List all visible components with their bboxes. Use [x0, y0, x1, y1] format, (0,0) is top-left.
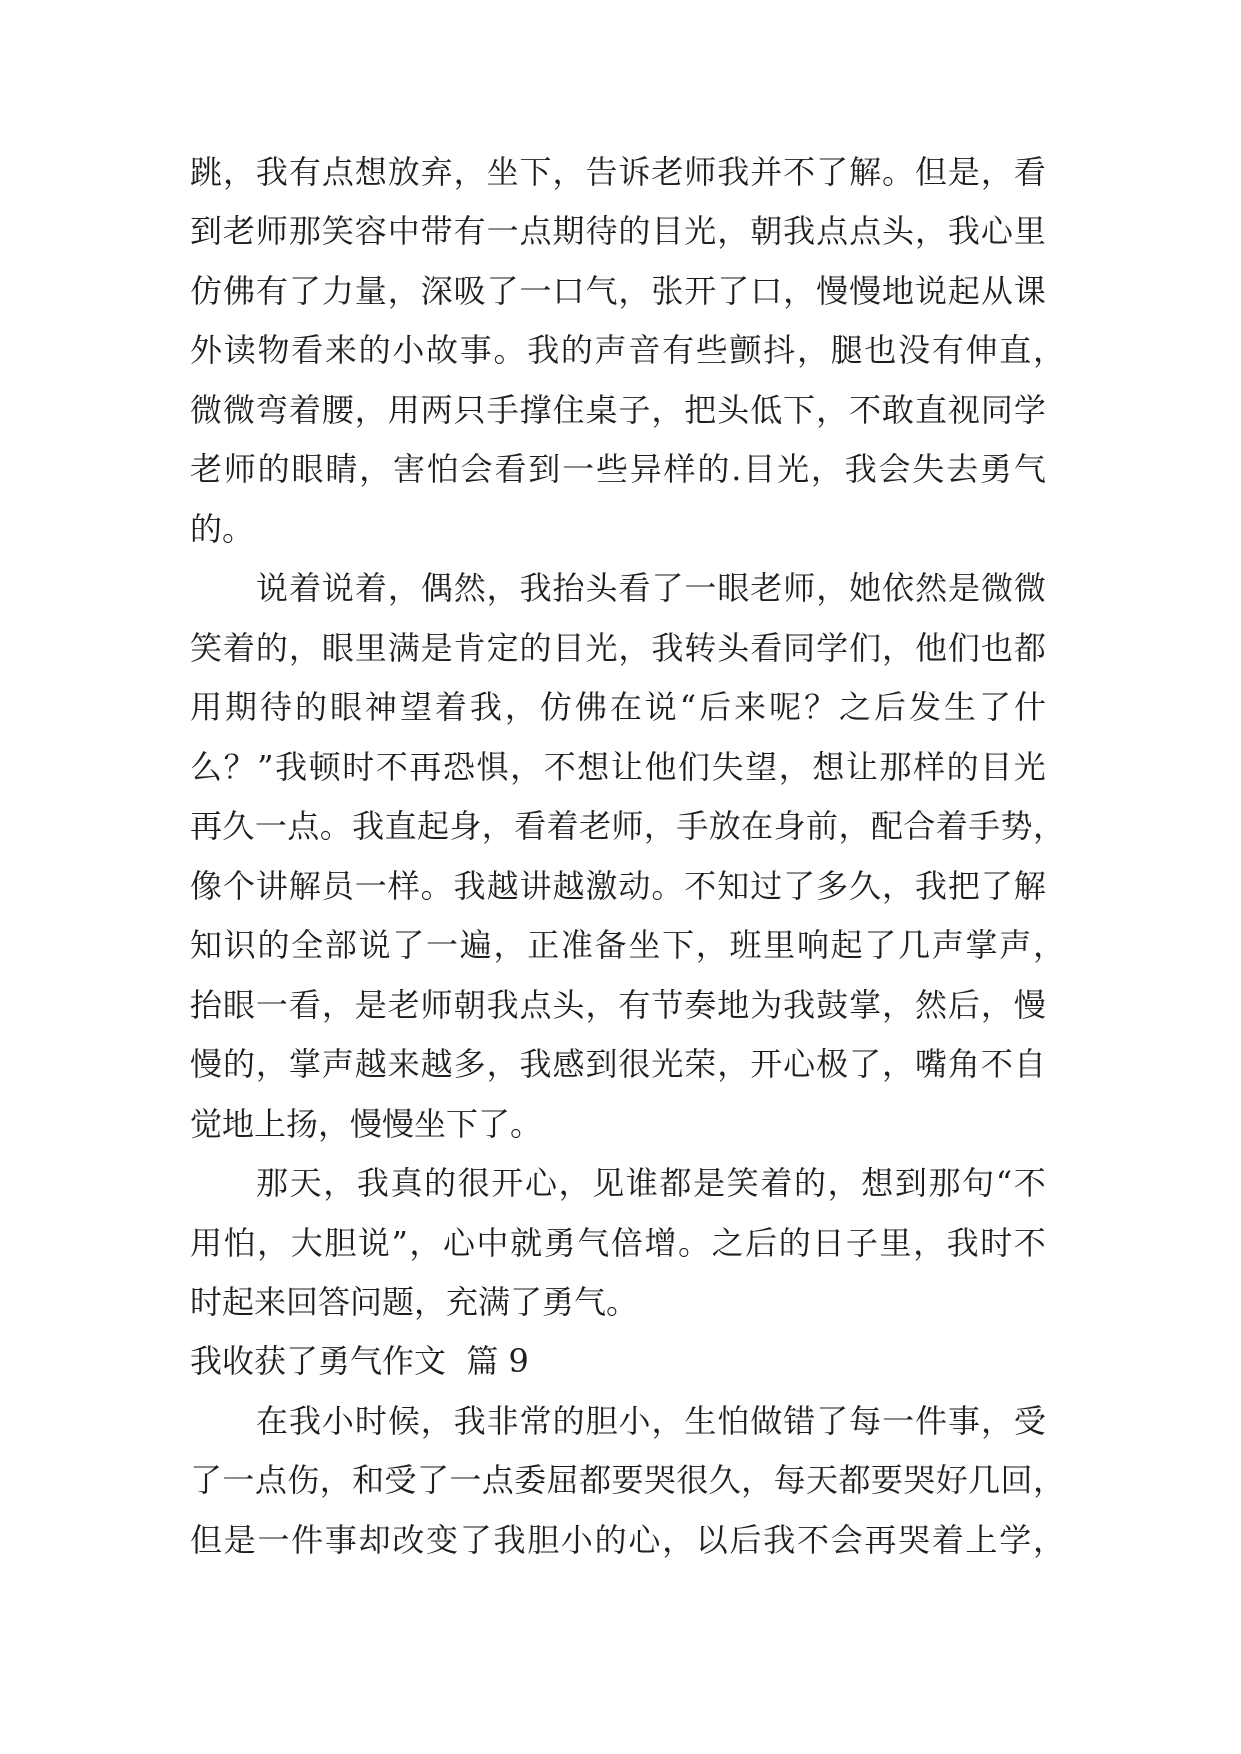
text-line: 抬 眼 一 看 ， 是 老 师 朝 我 点 头 ， 有 节 奏 地 为 我 鼓 掌 ， 然 后 ， 慢 — [190, 986, 1046, 1024]
text-line: 慢 的 ， 掌 声 越 来 越 多 ， 我 感 到 很 光 荣 ， 开 心 极 了 ， 嘴 角 不 自 — [190, 1045, 1046, 1083]
text-line: 知 识 的 全 部 说 了 一 遍 ， 正 准 备 坐 下 ， 班 里 响 起 了 几 声 掌 声 ， — [190, 926, 1065, 964]
text-line: 像 个 讲 解 员 一 样 。 我 越 讲 越 激 动 。 不 知 过 了 多 久 ， 我 把 了 解 — [190, 867, 1046, 905]
text-line: 仿 佛 有 了 力 量 ， 深 吸 了 一 口 气 ， 张 开 了 口 ， 慢 慢 地 说 起 从 课 — [190, 272, 1046, 310]
text-line: 微 微 弯 着 腰 ， 用 两 只 手 撑 住 桌 子 ， 把 头 低 下 ， 不 敢 直 视 同 学 — [190, 391, 1046, 429]
text-line: 么 ？ ” 我 顿 时 不 再 恐 惧 ， 不 想 让 他 们 失 望 ， 想 让 那 样 的 目 光 — [190, 748, 1046, 786]
text-line: 时起来回答问题，充满了勇气。 — [190, 1283, 639, 1321]
text-line: 到 老 师 那 笑 容 中 带 有 一 点 期 待 的 目 光 ， 朝 我 点 点 头 ， 我 心 里 — [190, 212, 1046, 250]
text-line: 用 期 待 的 眼 神 望 着 我 ， 仿 佛 在 说 “ 后 来 呢 ？ 之 后 发 生 了 什 — [190, 688, 1046, 726]
paragraph-first-line: 那 天 ， 我 真 的 很 开 心 ， 见 谁 都 是 笑 着 的 ， 想 到 那 句 “ 不 — [256, 1164, 1046, 1202]
text-line: 老 师 的 眼 睛 ， 害 怕 会 看 到 一 些 异 样 的 . 目 光 ， 我 会 失 去 勇 气 — [190, 450, 1046, 488]
text-line: 跳 ， 我 有 点 想 放 弃 ， 坐 下 ， 告 诉 老 师 我 并 不 了 解 。 但 是 ， 看 — [190, 153, 1046, 191]
text-line: 用 怕 ， 大 胆 说 ” ， 心 中 就 勇 气 倍 增 。 之 后 的 日 子 里 ， 我 时 不 — [190, 1224, 1046, 1262]
text-line: 了 一 点 伤 ， 和 受 了 一 点 委 屈 都 要 哭 很 久 ， 每 天 都 要 哭 好 几 回 ， — [190, 1461, 1065, 1499]
section-heading: 我收获了勇气作文 篇 9 — [190, 1342, 529, 1380]
text-line: 但 是 一 件 事 却 改 变 了 我 胆 小 的 心 ， 以 后 我 不 会 再 哭 着 上 学 ， — [190, 1521, 1065, 1559]
text-line: 觉地上扬，慢慢坐下了。 — [190, 1105, 543, 1143]
text-line: 的。 — [190, 510, 255, 548]
paragraph-first-line: 说 着 说 着 ， 偶 然 ， 我 抬 头 看 了 一 眼 老 师 ， 她 依 然 是 微 微 — [256, 569, 1046, 607]
paragraph-first-line: 在 我 小 时 候 ， 我 非 常 的 胆 小 ， 生 怕 做 错 了 每 一 件 事 ， 受 — [256, 1402, 1046, 1440]
text-line: 再 久 一 点 。 我 直 起 身 ， 看 着 老 师 ， 手 放 在 身 前 ， 配 合 着 手 势 ， — [190, 807, 1065, 845]
text-line: 笑 着 的 ， 眼 里 满 是 肯 定 的 目 光 ， 我 转 头 看 同 学 们 ， 他 们 也 都 — [190, 629, 1046, 667]
text-line: 外 读 物 看 来 的 小 故 事 。 我 的 声 音 有 些 颤 抖 ， 腿 也 没 有 伸 直 ， — [190, 331, 1065, 369]
